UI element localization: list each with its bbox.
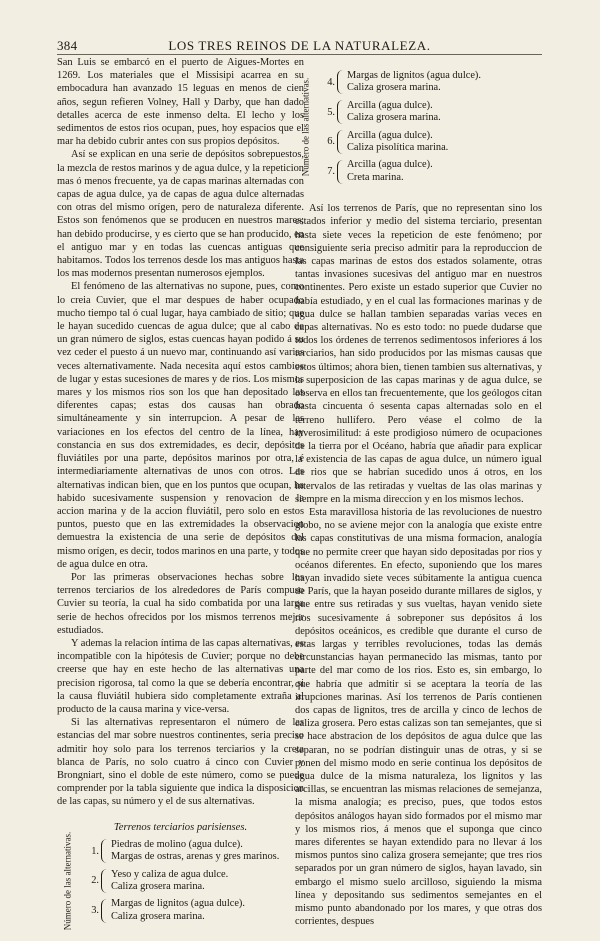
sequence-row: [323, 70, 542, 95]
side-label-box: [61, 831, 75, 931]
page-header: [57, 38, 542, 55]
sequence-items: [347, 100, 441, 125]
paragraph: Y ademas la relacion íntima de las capas alternativas, es incompatible con la hipótesis de Cuvier; porque no debe creerse que hay en este hecho de las alternativas una precision rigorosa, tal como la que se debería encontrar, si la causa fluviátil hubiera sido completamente extraña al producto de la causa marina y vice-versa.: [57, 637, 304, 715]
sequence-number: 2.: [91, 875, 99, 887]
sequence-items: [111, 869, 228, 894]
sequence-items: [111, 839, 279, 864]
page-number: 384: [57, 38, 78, 53]
sequence-row: [323, 159, 542, 184]
layer-freshwater: Piedras de molino (agua dulce).: [111, 838, 243, 850]
layer-freshwater: Margas de lignitos (agua dulce).: [347, 70, 481, 81]
alternation-table-part-2: [295, 70, 542, 184]
layer-marine: Caliza grosera marina.: [347, 82, 441, 94]
sequence-items: [111, 898, 245, 923]
layer-freshwater: Arcilla (agua dulce).: [347, 159, 433, 171]
paragraph: Así se explican en una serie de depósitos sobrepuestos, la mezcla de restos marinos y de agua dulce, y la repeticion mas ó menos frecuente, ya de capas marinas alternadas con capas de agua dulce, ya de capas de agua dulce alternadas con otras del mismo orígen, pero de naturaleza diferente. Estos son fenómenos que se producen en nuestros mares; han debido producirse, y es cierto que se han producido, en el antiguo mar y en todas las cuencas antiguas que habitamos. Todos los terrenos desde los mas antiguos hasta los mas modernos presentan numerosos ejemplos.: [57, 149, 304, 280]
sequence-number: 4.: [327, 76, 335, 88]
paragraph: San Luis se embarcó en el puerto de Aigues-Mortes en 1269. Los materiales que el Missisipi acarrea en su embocadura han avanzado 15 leguas en menos de cien años, segun refieren Volney, Hall y Darby, que han dado detalles acerca de este inmenso delta. El lecho y los sedimentos de estos rios ocupan, pues, hoy espacios que el mar ha debido cubrir antes con sus propios depósitos.: [57, 57, 304, 148]
layer-marine: Caliza grosera marina.: [111, 910, 205, 922]
brace: [101, 839, 108, 863]
table-title: Terrenos terciarios parisienses.: [113, 821, 248, 833]
brace: [101, 899, 108, 923]
brace: [337, 100, 344, 124]
paragraph: Por las primeras observaciones hechas sobre los terrenos terciarios de los alrededores de París compuso Cuvier su teoría, la cual ha sido combatida por una larga serie de hechos ofrecidos por los mismos terrenos mejor estudiados.: [57, 571, 304, 636]
brace: [337, 160, 344, 184]
brace: [337, 130, 344, 154]
paragraph: El fenómeno de las alternativas no supone, pues, como lo creia Cuvier, que el mar despues de haber ocupado mucho tiempo tal ó cual lugar, haya cambiado de sitio; que le hayan sucedido cuencas de agua dulce; que al cabo de un gran número de siglos, estas cuencas hayan podido á su vez ceder el puesto á un nuevo mar, continuando así varias veces alternativamente. Nada necesita aquí estos cambios de lugar y estas sucesiones de mares y de rios. Los mismos mares y los mismos rios son los que han depositado las diferentes capas; estas dos causas han obrado simultáneamente y sin interrupcion. A pesar de las variaciones en los efectos del centro de la línea, hay constancia en sus dos extremidades, es decir, depósitos fluviátiles por una parte, depósitos marinos por otra, é intermediariamente alternativas de unos con otros. Las alternativas indican bien, que en los puntos que ocupan, ha habido sucesivamente suspension y renovacion de la accion marina y de la accion fluviátil, pero solo en estos puntos, puesto que en las extremidades la observacion demuestra la existencia de una serie de depósitos del mismo orígen, es decir, todos marinos en una parte, y todos de agua dulce en otra.: [57, 281, 304, 570]
sequence-items: [347, 70, 481, 95]
sequence-number: 3.: [91, 905, 99, 917]
brace: [337, 70, 344, 94]
sequence-number: 6.: [327, 136, 335, 148]
layer-freshwater: Yeso y caliza de agua dulce.: [111, 868, 229, 880]
left-column: [57, 56, 304, 931]
sequence-row: [323, 130, 542, 155]
layer-freshwater: Margas de lignitos (agua dulce).: [111, 898, 245, 910]
sequence-row: [323, 100, 542, 125]
sequence-number: 1.: [91, 845, 99, 857]
sequence-number: 5.: [327, 106, 335, 118]
sequence-items: [347, 159, 433, 184]
running-head: LOS TRES REINOS DE LA NATURALEZA.: [168, 38, 431, 53]
paragraph: Esta maravillosa historia de las revoluciones de nuestro globo, no se aviene mejor con la analogía que existe entre las capas constitutivas de una misma formacion, analogía que no permite creer que hayan sido depositadas por rios y océanos diferentes. En efecto, suponiendo que los mares hayan invadido siete veces súbitamente la antigua cuenca de París, que la hayan poseido durante millares de siglos, y que entre sus retiradas y sus vueltas, hayan venido siete rios sucesivamente á sobreponer sus depósitos á los depósitos oceánicos, es credible que durante el curso de estas largas y terribles revoluciones, todas las demás circunstancias hayan permanecido las mismas, tanto por parte del mar como de los rios. Esto es, sin embargo, lo que habría que admitir si se aceptara la teoría de las irrupciones marinas. Así los terrenos de París contienen dos capas de lignitos, tres de arcilla y cinco de lechos de caliza grosera. Pero estas calizas son tan semejantes, que si se hace abstracion de los depósitos de agua dulce que las separan, no se podrían distinguir unas de otras, y si se ponen del mismo modo en serie continua los depósitos de agua dulce de la misma naturaleza, los lignitos y las arcillas, se encuentran las mismas relaciones de semejanza, la misma analogía; es preciso, pues, que todos estos depósitos análogos hayan sido formados por el mismo mar y los mismos rios, á menos que el suponga que cinco mares diferentes se hayan extendido para no llevar á los mismos puntos sino caliza grosera semejante; que tres rios separados por un gran número de siglos, hayan lavado, sin embargo el mismo suelo arcilloso, siguiendo la misma línea y depositando sus sedimentos semejantes en el mismo punto abandonado por los mares, y que otras dos corrientes, despues: [295, 506, 542, 928]
layer-marine: Caliza pisolítica marina.: [347, 142, 449, 154]
layer-freshwater: Arcilla (agua dulce).: [347, 129, 433, 141]
brace: [101, 869, 108, 893]
layer-marine: Caliza grosera marina.: [347, 112, 441, 124]
sequence-row: [87, 839, 304, 864]
alternation-table-part-1: [57, 831, 304, 931]
sequence-items: [347, 130, 448, 155]
right-column: [295, 56, 542, 928]
sequence-row: [87, 869, 304, 894]
side-label: Número de las alternativas.: [62, 831, 73, 931]
side-label: Número de las alternativas.: [300, 77, 311, 177]
layer-marine: Creta marina.: [347, 171, 404, 183]
layer-marine: Caliza grosera marina.: [111, 881, 205, 892]
side-label-box: [299, 70, 313, 184]
sequence-number: 7.: [327, 166, 335, 178]
sequence-row: [87, 898, 304, 923]
paragraph: Si las alternativas representaron el número de las estancias del mar sobre nuestros continentes, seria preciso admitir hoy solo para los terrenos terciarios y la creta blanca de París, no solo cuatro á cinco con Cuvier y Brongniart, sino el doble de este número, como se puede comprender por la tabla siguiente que indica la disposicion de las capas, su número y el de sus alternativas.: [57, 717, 304, 808]
paragraph: Así los terrenos de París, que no representan sino los estados inferior y medio del sistema terciario, presentan hasta siete veces la repeticion de este fenómeno; por consiguiente seria preciso admitir para la reproduccion de las capas marinas de estos dos estados solamente, otras tantas invasiones sucesivas del antiguo mar en nuestros continentes. Pero existe un estado superior que Cuvier no había estudiado, y en el cual las formaciones marinas y de agua dulce se hallan tambien separadas varias veces en capas alternativas. No es esto todo: no puede dudarse que todos los órdenes de terrenos sedimentosos inferiores á los terciarios, han sido producidos por las mismas causas que estos últimos; ahora bien, tienen tambien sus alternativas, y la superposicion de las capas marinas y de agua dulce, se observa en ellos tan frecuentemente, que los geólogos citan hasta cincuenta ó sesenta capas alternadas solo en el terreno hullífero. Pero véase el colmo de la inverosimilitud: á este prodigioso número de ocupaciones de la tierra por el Océano, habría que añadir para explicar la existencia de las capas de agua dulce, un número igual de rios que se habrían sucedido unos á otros, en los intervalos de las retiradas y vueltas de las olas marinas y siempre en la misma direccion y en los mismos lechos.: [295, 203, 543, 505]
layer-freshwater: Arcilla (agua dulce).: [347, 99, 433, 111]
layer-marine: Margas de ostras, arenas y gres marinos.: [111, 851, 280, 863]
